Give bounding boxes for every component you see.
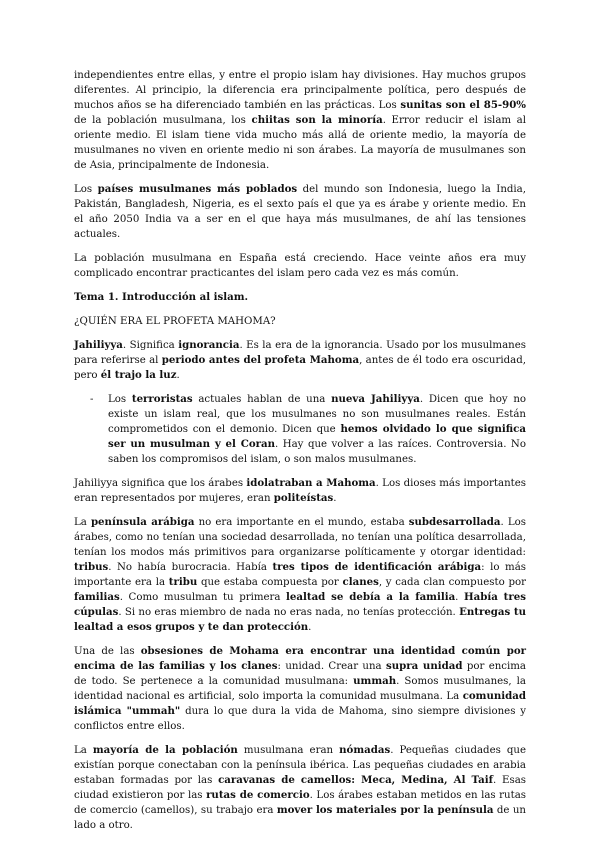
- text: . Somos musulmanes, la identidad nacional es artificial, solo importa la comunidad musulmana. La: [74, 676, 526, 702]
- text: : unidad. Crear una: [277, 661, 386, 672]
- bold-text: periodo antes del profeta Mahoma: [161, 354, 360, 366]
- bold-text: clanes: [342, 576, 379, 588]
- text: . Esas ciudad existieron por las: [74, 775, 526, 801]
- heading-text: Tema 1. Introducción al islam.: [74, 291, 249, 303]
- text: .: [455, 592, 464, 603]
- paragraph-nomads: [74, 743, 526, 833]
- bold-text: tres tipos de identificación arábiga: [272, 561, 482, 573]
- bold-text: comunidad islámica "ummah": [74, 690, 526, 717]
- paragraph-spain-population: [74, 251, 526, 281]
- bold-text: nómadas: [339, 744, 391, 756]
- text: .: [308, 622, 312, 633]
- bold-text: mayoría de la población: [92, 744, 238, 756]
- text: . No había burocracia. Había: [108, 562, 273, 573]
- text: , y cada clan compuesto por: [378, 577, 526, 588]
- section-subheading: ¿QUIÉN ERA EL PROFETA MAHOMA?: [74, 316, 276, 327]
- list-item: [74, 392, 526, 467]
- bold-text: mover los materiales por la península: [276, 804, 494, 816]
- text: . Significa: [122, 340, 179, 351]
- bold-text: terroristas: [131, 393, 193, 405]
- bold-text: tribus: [74, 561, 109, 573]
- bold-text: caravanas de camellos: Meca, Medina, Al Taif: [218, 774, 494, 786]
- text: . Como musulman tu primera: [119, 592, 287, 603]
- text: La: [74, 745, 93, 756]
- paragraph-ummah: [74, 644, 526, 734]
- bold-text: obsesiones de Mohama era encontrar una identidad común por encima de las familias y los clanes: [74, 645, 526, 672]
- bold-text: politeístas: [273, 492, 334, 504]
- text: . Es la era de la ignorancia. Usado por los musulmanes para referirse al: [74, 340, 526, 366]
- bold-text: chiitas son la minoría: [251, 114, 383, 126]
- bullet-list: [74, 392, 526, 467]
- text: .: [176, 370, 180, 381]
- text: Los: [108, 394, 132, 405]
- paragraph-idolatry: [74, 476, 526, 506]
- bold-text: supra unidad: [386, 660, 463, 672]
- text: .: [333, 493, 337, 504]
- text: . Error reducir el islam al oriente medio. El islam tiene vida mucho más allá de oriente medio, la mayoría de musulmanes no viven en oriente medio ni son árabes. La mayoría de musulmanes son de Asia, principalmente de Indonesia.: [74, 115, 526, 171]
- bold-text: ignorancia: [178, 339, 240, 351]
- paragraph-islam-divisions: [74, 68, 526, 173]
- bold-text: países musulmanes más poblados: [97, 183, 298, 195]
- text: Una de las: [74, 646, 141, 657]
- text: del mundo son Indonesia, luego la India, Pakistán, Bangladesh, Nigeria, es el sexto país el que ya es árabe y oriente medio. En el año 2050 India va a ser en el que haya más musulmanes, de ahí las tensiones actuales.: [74, 184, 526, 240]
- bold-text: nueva Jahiliyya: [331, 393, 420, 405]
- text: : lo más importante era la: [74, 562, 526, 588]
- bold-text: tribu: [168, 576, 198, 588]
- paragraph-arabian-peninsula: [74, 515, 526, 635]
- text: Jahiliyya significa que los árabes: [74, 478, 247, 489]
- bold-text: lealtad se debía a la familia: [286, 591, 456, 603]
- text: . Los árabes, como no tenían una sociedad desarrollada, no tenían una política desarrollada, tenían los modos más primitivos para organizarse políticamente y otorgar identidad:: [74, 517, 526, 558]
- section-heading: [74, 290, 526, 305]
- text: Los: [74, 184, 98, 195]
- bold-text: familias: [74, 591, 120, 603]
- bold-text: hemos olvidado lo que significa ser un musulman y el Coran: [108, 423, 526, 450]
- text: . Si no eras miembro de nada no eras nada, no tenías protección.: [118, 607, 460, 618]
- text: de un lado a otro.: [74, 805, 526, 831]
- bold-text: Jahiliyya: [74, 339, 123, 351]
- bold-text: rutas de comercio: [206, 789, 310, 801]
- text: La: [74, 517, 91, 528]
- text: . Dicen que hoy no existe un islam real, que los musulmanes no son musulmanes reales. Están comprometidos con el demonio. Dicen que: [108, 394, 527, 435]
- bold-text: península arábiga: [90, 516, 195, 528]
- text: actuales hablan de una: [192, 394, 332, 405]
- bold-text: idolatraban a Mahoma: [246, 477, 376, 489]
- paragraph-populous-countries: [74, 182, 526, 242]
- text: musulmana eran: [237, 745, 340, 756]
- text: que estaba compuesta por: [197, 577, 343, 588]
- text: independientes entre ellas, y entre el propio islam hay divisiones. Hay muchos grupos diferentes. Al principio, la diferencia era principalmente política, pero después de muchos años se ha diferenciado también en las prácticas. Los: [74, 70, 526, 111]
- text: La población musulmana en España está creciendo. Hace veinte años era muy complicado encontrar practicantes del islam pero cada vez es más común.: [74, 253, 526, 279]
- text: . Los árabes estaban metidos en las rutas de comercio (camellos), su trabajo era: [74, 790, 527, 816]
- bold-text: Había tres cúpulas: [74, 591, 526, 618]
- text: dura lo que dura la vida de Mahoma, sino siempre divisiones y conflictos entre ellos.: [74, 706, 526, 732]
- bold-text: Entregas tu lealtad a esos grupos y te dan protección: [74, 606, 526, 633]
- text: de la población musulmana, los: [74, 115, 252, 126]
- text: . Hay que volver a las raíces. Controversia. No saben los compromisos del islam, o son malos musulmanes.: [108, 439, 526, 465]
- paragraph-jahiliyya: [74, 338, 526, 383]
- text: . Pequeñas ciudades que existían porque conectaban con la península ibérica. Las pequeñas ciudades en arabia estaban formadas por las: [74, 745, 527, 786]
- bold-text: ummah: [353, 675, 397, 687]
- bold-text: sunitas son el 85-90%: [400, 99, 526, 111]
- bold-text: subdesarrollada: [408, 516, 501, 528]
- text: . Los dioses más importantes eran representados por mujeres, eran: [74, 478, 527, 504]
- bold-text: él trajo la luz: [100, 369, 177, 381]
- text: por encima de todo. Se pertenece a la comunidad musulmana:: [74, 661, 526, 687]
- text: , antes de él todo era oscuridad, pero: [74, 355, 526, 381]
- text: no era importante en el mundo, estaba: [194, 517, 409, 528]
